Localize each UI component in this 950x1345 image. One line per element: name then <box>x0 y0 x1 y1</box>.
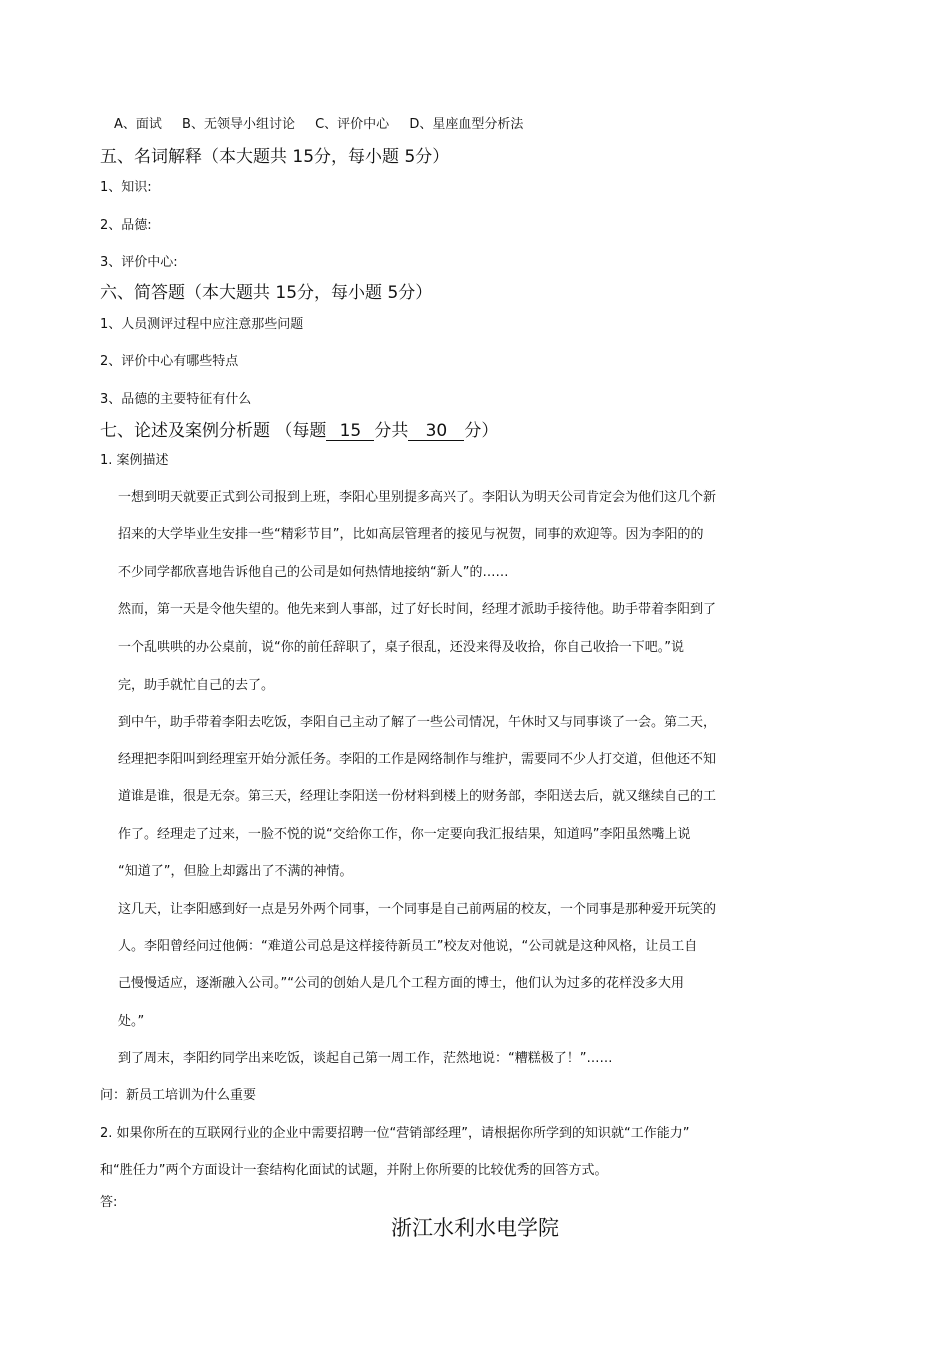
case-line: 这几天，让李阳感到好一点是另外两个同事，一个同事是自己前两届的校友，一个同事是那种爱开玩笑的 <box>118 902 717 917</box>
case-line: 完，助手就忙自己的去了。 <box>118 678 275 693</box>
answer-label: 答: <box>100 1195 118 1210</box>
question-2-line: 和“胜任力”两个方面设计一套结构化面试的试题，并附上你所要的比较优秀的回答方式。 <box>100 1163 608 1178</box>
section-7-title-suffix: 分） <box>464 421 499 441</box>
total-score: 30 <box>408 422 464 441</box>
option-d: D、星座血型分析法 <box>409 117 524 132</box>
case-line: 作了。经理走了过来，一脸不悦的说“交给你工作，你一定要向我汇报结果，知道吗”李阳虽然嘴上说 <box>118 827 691 842</box>
case-line: 经理把李阳叫到经理室开始分派任务。李阳的工作是网络制作与维护，需要同不少人打交道，但他还不知 <box>118 752 717 767</box>
case-line: 人。李阳曾经问过他俩：“难道公司总是这样接待新员工”校友对他说，“公司就是这种风格，让员工自 <box>118 939 698 954</box>
case-line: 道谁是谁，很是无奈。第三天，经理让李阳送一份材料到楼上的财务部，李阳送去后，就又继续自己的工 <box>118 789 717 804</box>
question-2-line: 2. 如果你所在的互联网行业的企业中需要招聘一位“营销部经理”，请根据你所学到的知识就“工作能力” <box>100 1126 690 1141</box>
section-7-title <box>100 416 498 441</box>
option-c: C、评价中心 <box>315 117 390 132</box>
case-line: 一想到明天就要正式到公司报到上班，李阳心里别提多高兴了。李阳认为明天公司肯定会为他们这几个新 <box>118 490 717 505</box>
section-5-item-2: 2、品德: <box>100 218 152 233</box>
case-line: 到中午，助手带着李阳去吃饭，李阳自己主动了解了一些公司情况，午休时又与同事谈了一会。第二天， <box>118 715 717 730</box>
case-line: 己慢慢适应，逐渐融入公司。”“公司的创始人是几个工程方面的博士，他们认为过多的花样没多大用 <box>118 976 684 991</box>
section-6-item-1: 1、人员测评过程中应注意那些问题 <box>100 317 304 332</box>
section-5-item-1: 1、知识: <box>100 180 152 195</box>
section-5-item-3: 3、评价中心: <box>100 255 178 270</box>
section-6-title: 六、简答题（本大题共 15分，每小题 5分） <box>100 283 433 303</box>
case-line: 到了周末，李阳约同学出来吃饭，谈起自己第一周工作，茫然地说：“糟糕极了！”…… <box>118 1051 613 1066</box>
section-5-title: 五、名词解释（本大题共 15分，每小题 5分） <box>100 147 450 167</box>
answer-options <box>114 113 539 132</box>
case-line: 不少同学都欣喜地告诉他自己的公司是如何热情地接纳“新人”的…… <box>118 565 509 580</box>
per-question-score: 15 <box>326 422 374 441</box>
section-7-title-mid: 分共 <box>374 421 409 441</box>
question-1-label: 1. 案例描述 <box>100 453 169 468</box>
section-6-item-3: 3、品德的主要特征有什么 <box>100 392 252 407</box>
option-b: B、无领导小组讨论 <box>182 117 295 132</box>
case-line: 招来的大学毕业生安排一些“精彩节目”，比如高层管理者的接见与祝贺，同事的欢迎等。因为李阳的的 <box>118 527 704 542</box>
case-line: “知道了”，但脸上却露出了不满的神情。 <box>118 864 353 879</box>
case-line: 然而，第一天是令他失望的。他先来到人事部，过了好长时间，经理才派助手接待他。助手带着李阳到了 <box>118 602 717 617</box>
section-7-title-prefix: 七、论述及案例分析题 （每题 <box>100 421 327 441</box>
case-line: 一个乱哄哄的办公桌前，说“你的前任辞职了，桌子很乱，还没来得及收拾，你自己收拾一下吧。”说 <box>118 640 684 655</box>
case-line: 处。” <box>118 1014 145 1029</box>
school-name-footer: 浙江水利水电学院 <box>391 1216 559 1240</box>
section-6-item-2: 2、评价中心有哪些特点 <box>100 354 239 369</box>
option-a: A、面试 <box>114 117 162 132</box>
question-1-prompt: 问：新员工培训为什么重要 <box>100 1088 257 1103</box>
